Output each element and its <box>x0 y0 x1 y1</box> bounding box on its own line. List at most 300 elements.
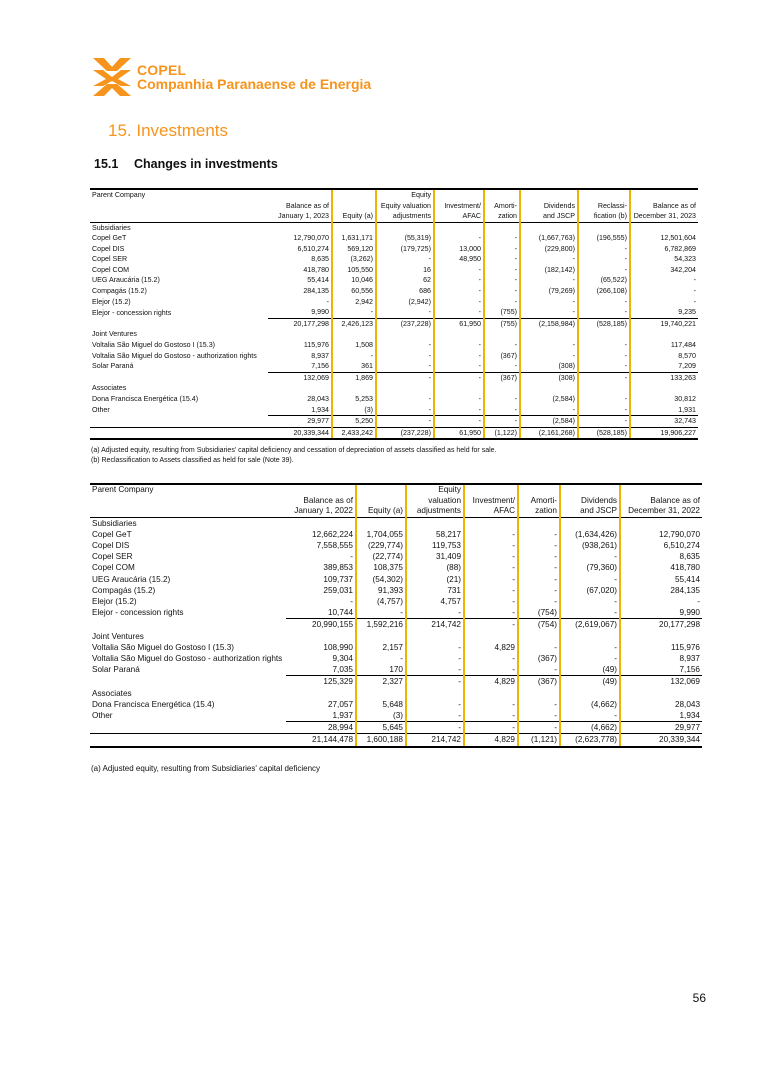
column-header: Balance as of <box>286 201 329 210</box>
table-row <box>90 286 698 297</box>
table-cell: - <box>484 340 520 351</box>
table-row <box>90 244 698 255</box>
subtotal-cell: 5,250 <box>332 416 376 428</box>
table-cell: - <box>578 351 630 362</box>
table-cell: 48,950 <box>434 254 484 265</box>
empty-cell <box>356 631 406 642</box>
table-cell: - <box>434 286 484 297</box>
table-cell: 1,704,055 <box>356 529 406 540</box>
table-row <box>90 574 702 585</box>
table-cell: - <box>434 394 484 405</box>
table-cell: - <box>406 710 464 722</box>
total-cell: 1,600,188 <box>356 734 406 747</box>
column-header <box>90 496 286 507</box>
column-header: Reclassi- <box>578 201 630 212</box>
empty-cell <box>620 631 702 642</box>
table-cell: (1,667,763) <box>520 233 578 244</box>
table-cell: - <box>578 297 630 308</box>
table-cell: (367) <box>518 653 560 664</box>
row-label: Other <box>92 405 110 414</box>
table-cell: (3) <box>332 405 376 416</box>
table-cell: - <box>406 664 464 676</box>
table-cell: 109,737 <box>323 574 353 584</box>
table-cell: 16 <box>376 265 434 276</box>
table-cell: - <box>578 394 630 405</box>
table-cell: 119,753 <box>406 540 464 551</box>
table-row <box>90 265 698 276</box>
table-cell: 9,990 <box>620 607 702 619</box>
table-cell: 28,043 <box>307 395 329 403</box>
table-cell: - <box>464 653 518 664</box>
empty-cell <box>406 631 464 642</box>
subsection-title <box>94 157 278 171</box>
column-header: and JSCP <box>560 506 620 517</box>
table-row <box>90 394 698 405</box>
table-cell: - <box>376 351 434 362</box>
table-row <box>90 405 698 416</box>
table-cell: 7,558,555 <box>316 540 353 550</box>
table1-notes <box>91 446 496 466</box>
table-cell: 259,031 <box>323 585 353 595</box>
table-cell: (229,774) <box>356 540 406 551</box>
table-cell: - <box>518 562 560 573</box>
empty-cell <box>406 517 464 529</box>
table-cell: - <box>350 596 353 606</box>
subtotal-cell: 125,329 <box>286 676 356 688</box>
column-header: adjustments <box>376 211 434 222</box>
row-label: UEG Araucária (15.2) <box>92 574 171 584</box>
table-cell: - <box>350 552 353 562</box>
subtotal-cell: 214,742 <box>406 619 464 631</box>
group-label: Joint Ventures <box>92 631 144 641</box>
row-label: Copel DIS <box>92 540 130 550</box>
row-label: Copel SER <box>92 552 133 562</box>
copel-logo-icon <box>93 58 131 96</box>
subtotal-cell: 132,069 <box>268 372 332 383</box>
row-label: Compagás (15.2) <box>92 287 147 296</box>
table-cell: 8,635 <box>311 255 329 264</box>
column-header: Equity <box>376 189 434 201</box>
table-cell: - <box>464 710 518 722</box>
row-label: Elejor - concession rights <box>92 308 172 317</box>
empty-cell <box>630 329 698 340</box>
table-cell: 12,662,224 <box>312 529 353 539</box>
section-title: 15. Investments <box>108 121 229 140</box>
empty-cell <box>332 383 376 394</box>
column-header <box>434 189 484 201</box>
subtotal-cell: 28,994 <box>286 722 356 734</box>
table-cell: - <box>434 297 484 308</box>
subsection-number: 15.1 <box>94 157 119 171</box>
table-cell: (182,142) <box>520 265 578 276</box>
table-cell: 7,156 <box>311 362 329 371</box>
column-header <box>90 506 286 517</box>
table-cell: 1,934 <box>311 405 329 414</box>
row-label: Copel GeT <box>92 529 132 539</box>
column-header <box>332 201 376 212</box>
table-cell: 8,937 <box>311 351 329 360</box>
subtotal-cell: (755) <box>484 318 520 329</box>
subtotal-cell: 20,990,155 <box>286 619 356 631</box>
column-header <box>518 484 560 496</box>
table-cell: 60,556 <box>332 286 376 297</box>
empty-cell <box>518 631 560 642</box>
table-cell: - <box>518 574 560 585</box>
table-row <box>90 653 702 664</box>
table-cell: 569,120 <box>332 244 376 255</box>
subtotal-cell: - <box>518 722 560 734</box>
table-cell: - <box>620 596 702 607</box>
column-header: valuation <box>406 496 464 507</box>
table-cell: (49) <box>560 664 620 676</box>
table-cell: (196,555) <box>578 233 630 244</box>
investments-table-2022 <box>90 483 702 748</box>
subtotal-cell: 133,263 <box>630 372 698 383</box>
table-cell: 27,057 <box>327 699 353 709</box>
subtotal-cell: (2,619,067) <box>560 619 620 631</box>
empty-cell <box>560 688 620 699</box>
table-cell: - <box>518 710 560 722</box>
subtotal-cell: 29,977 <box>620 722 702 734</box>
table-cell: 2,157 <box>356 642 406 653</box>
group-label-row <box>90 517 702 529</box>
column-header <box>560 484 620 496</box>
table-cell: - <box>464 607 518 619</box>
column-header <box>630 189 698 201</box>
row-label: Voltalia São Miguel do Gostoso - authorization rights <box>92 653 283 663</box>
empty-cell <box>518 688 560 699</box>
table-title: Parent Company <box>90 484 286 496</box>
table-cell: 115,976 <box>620 642 702 653</box>
subtotal-cell: 29,977 <box>268 416 332 428</box>
table-cell: 686 <box>376 286 434 297</box>
table-cell: - <box>560 551 620 562</box>
table-cell: (4,757) <box>356 596 406 607</box>
table-cell: 9,990 <box>311 308 329 317</box>
subtotal-cell: - <box>406 676 464 688</box>
subtotal-cell <box>90 318 268 329</box>
table-row <box>90 351 698 362</box>
table-cell: - <box>484 275 520 286</box>
column-header: Amorti- <box>484 201 520 212</box>
group-label: Subsidiaries <box>90 517 286 529</box>
empty-cell <box>484 383 520 394</box>
table-cell: - <box>332 351 376 362</box>
column-header: zation <box>518 506 560 517</box>
empty-cell <box>518 517 560 529</box>
subtotal-cell: - <box>464 722 518 734</box>
subtotal-cell: - <box>484 416 520 428</box>
table-cell: (65,522) <box>578 275 630 286</box>
table-cell: - <box>376 307 434 318</box>
table-cell: - <box>406 642 464 653</box>
subtotal-cell: - <box>376 372 434 383</box>
group-label-row <box>90 329 698 340</box>
table-cell: - <box>464 562 518 573</box>
empty-cell <box>620 688 702 699</box>
column-header <box>268 189 332 201</box>
table-row <box>90 275 698 286</box>
group-label: Associates <box>92 384 127 393</box>
column-header: Amorti- <box>518 496 560 507</box>
table-row <box>90 699 702 710</box>
table-cell: (755) <box>484 307 520 318</box>
subtotal-row <box>90 676 702 688</box>
empty-cell <box>464 631 518 642</box>
table-cell: - <box>464 596 518 607</box>
table-cell: 284,135 <box>620 585 702 596</box>
total-cell: (1,122) <box>484 427 520 439</box>
table-cell: - <box>578 307 630 318</box>
empty-cell <box>268 329 332 340</box>
brand-name <box>137 63 371 91</box>
subtotal-row <box>90 722 702 734</box>
table-cell: 6,510,274 <box>297 244 329 253</box>
group-label: Joint Ventures <box>92 330 137 339</box>
column-header: Dividends <box>560 496 620 507</box>
table-cell: - <box>434 361 484 372</box>
empty-cell <box>376 383 434 394</box>
table-cell: - <box>332 307 376 318</box>
empty-cell <box>268 383 332 394</box>
subtotal-cell: (754) <box>518 619 560 631</box>
table-cell: - <box>484 361 520 372</box>
subtotal-cell: 61,950 <box>434 318 484 329</box>
empty-cell <box>286 631 356 642</box>
table-cell: 12,501,604 <box>630 233 698 244</box>
column-header <box>90 201 268 212</box>
empty-cell <box>520 329 578 340</box>
column-header <box>90 211 268 222</box>
table-cell: - <box>630 286 698 297</box>
table2-note-a: (a) Adjusted equity, resulting from Subsidiaries' capital deficiency <box>91 764 321 773</box>
total-cell: (528,185) <box>578 427 630 439</box>
table-cell: - <box>464 540 518 551</box>
table-cell: (229,800) <box>520 244 578 255</box>
column-header: December 31, 2022 <box>620 506 702 517</box>
table-cell: - <box>464 551 518 562</box>
table-cell: 12,790,070 <box>293 234 329 243</box>
row-label: Compagás (15.2) <box>92 585 156 595</box>
subsection-text: Changes in investments <box>134 157 278 171</box>
total-row <box>90 427 698 439</box>
table-cell: - <box>464 574 518 585</box>
table-cell: 8,570 <box>630 351 698 362</box>
total-cell: 20,339,344 <box>268 427 332 439</box>
column-header <box>286 484 356 496</box>
table-cell: - <box>520 254 578 265</box>
column-header: January 1, 2022 <box>294 506 353 515</box>
table-cell: - <box>484 244 520 255</box>
subtotal-cell: (308) <box>520 372 578 383</box>
table-cell: - <box>464 585 518 596</box>
table-cell: - <box>376 361 434 372</box>
table-cell: - <box>520 297 578 308</box>
column-header: Equity <box>406 484 464 496</box>
table-cell: - <box>518 585 560 596</box>
group-label-row <box>90 631 702 642</box>
table-cell: - <box>518 540 560 551</box>
row-label: Solar Paraná <box>92 362 134 371</box>
subtotal-cell: (367) <box>484 372 520 383</box>
column-header: Balance as of <box>630 201 698 212</box>
subtotal-cell: 1,869 <box>332 372 376 383</box>
table-cell: (88) <box>406 562 464 573</box>
row-label: Dona Francisca Energética (15.4) <box>92 395 199 403</box>
table-cell: - <box>518 529 560 540</box>
total-cell: (1,121) <box>518 734 560 747</box>
column-header: Dividends <box>520 201 578 212</box>
table-cell: (179,725) <box>376 244 434 255</box>
table-cell: - <box>434 307 484 318</box>
total-cell: (237,228) <box>376 427 434 439</box>
empty-cell <box>464 517 518 529</box>
subtotal-cell: 4,829 <box>464 676 518 688</box>
subtotal-cell: - <box>578 372 630 383</box>
column-header: Equity (a) <box>356 506 406 517</box>
empty-cell <box>434 329 484 340</box>
subtotal-cell: 132,069 <box>620 676 702 688</box>
subtotal-cell: - <box>406 722 464 734</box>
row-label: Elejor (15.2) <box>92 596 137 606</box>
table-cell: - <box>578 405 630 416</box>
table-cell: - <box>376 405 434 416</box>
table-row <box>90 233 698 244</box>
subtotal-cell: 5,645 <box>356 722 406 734</box>
table-cell: 9,235 <box>630 307 698 318</box>
empty-cell <box>268 222 332 233</box>
total-cell: (2,161,268) <box>520 427 578 439</box>
table-cell: (938,261) <box>560 540 620 551</box>
table-cell: - <box>376 394 434 405</box>
table-row <box>90 607 702 619</box>
table-cell: 1,931 <box>630 405 698 416</box>
empty-cell <box>376 329 434 340</box>
total-cell: 21,144,478 <box>286 734 356 747</box>
empty-cell <box>560 517 620 529</box>
table-cell: 10,046 <box>332 275 376 286</box>
table-cell: 28,043 <box>620 699 702 710</box>
table-cell: - <box>578 340 630 351</box>
column-header <box>356 484 406 496</box>
table-cell: 6,782,869 <box>630 244 698 255</box>
row-label: Voltalia São Miguel do Gostoso - authorization rights <box>92 351 257 360</box>
investments-table-2023 <box>90 188 698 440</box>
table-cell: - <box>578 254 630 265</box>
group-label-row <box>90 688 702 699</box>
table-row <box>90 297 698 308</box>
total-cell: 20,339,344 <box>620 734 702 747</box>
table-cell: 7,156 <box>620 664 702 676</box>
table-cell: 13,000 <box>434 244 484 255</box>
row-label: Elejor (15.2) <box>92 297 131 306</box>
row-label: Voltalia São Miguel do Gostoso I (15.3) <box>92 642 234 652</box>
column-header: zation <box>484 211 520 222</box>
row-label: Copel SER <box>92 255 128 264</box>
subtotal-cell: - <box>434 372 484 383</box>
column-header <box>484 189 520 201</box>
table-cell: - <box>376 340 434 351</box>
table-cell: 55,414 <box>307 276 329 285</box>
group-label-row <box>90 383 698 394</box>
column-header: AFAC <box>464 506 518 517</box>
table-row <box>90 551 702 562</box>
table2-header-row <box>90 496 702 507</box>
table-cell: 62 <box>376 275 434 286</box>
table-cell: - <box>326 297 329 306</box>
table-cell: - <box>578 244 630 255</box>
table-cell: - <box>434 405 484 416</box>
table-cell: - <box>434 233 484 244</box>
table-cell: 9,304 <box>332 653 353 663</box>
total-cell: 2,433,242 <box>332 427 376 439</box>
column-header: Investment/ <box>464 496 518 507</box>
subtotal-cell <box>90 676 286 688</box>
empty-cell <box>620 517 702 529</box>
table-cell: 389,853 <box>323 563 353 573</box>
row-label: Copel COM <box>92 563 135 573</box>
table-cell: (3,262) <box>332 254 376 265</box>
table-row <box>90 664 702 676</box>
row-label: Copel DIS <box>92 244 125 253</box>
table-cell: (266,108) <box>578 286 630 297</box>
table-cell: (367) <box>484 351 520 362</box>
table-cell: 1,508 <box>332 340 376 351</box>
column-header: Investment/ <box>434 201 484 212</box>
column-header: Equity valuation <box>376 201 434 212</box>
subtotal-cell: 32,743 <box>630 416 698 428</box>
table-cell: - <box>484 297 520 308</box>
table-cell: 284,135 <box>303 287 329 296</box>
table-cell: (21) <box>406 574 464 585</box>
table-cell: 5,648 <box>356 699 406 710</box>
total-cell: 214,742 <box>406 734 464 747</box>
table-cell: - <box>518 664 560 676</box>
subtotal-cell: - <box>464 619 518 631</box>
subtotal-cell: (237,228) <box>376 318 434 329</box>
table-cell: - <box>560 710 620 722</box>
table-cell: - <box>520 307 578 318</box>
subtotal-row <box>90 416 698 428</box>
subtotal-cell: 2,426,123 <box>332 318 376 329</box>
table-cell: 4,757 <box>406 596 464 607</box>
subtotal-row <box>90 318 698 329</box>
column-header: AFAC <box>434 211 484 222</box>
subtotal-cell: (367) <box>518 676 560 688</box>
column-header <box>520 189 578 201</box>
table-cell: - <box>464 529 518 540</box>
column-header: Balance as of <box>303 495 353 505</box>
column-header: adjustments <box>406 506 464 517</box>
row-label: Dona Francisca Energética (15.4) <box>92 699 215 709</box>
table-cell: - <box>560 607 620 619</box>
table-cell: (2,584) <box>520 394 578 405</box>
table-cell: 30,812 <box>630 394 698 405</box>
row-label: Voltalia São Miguel do Gostoso I (15.3) <box>92 341 216 350</box>
table-row <box>90 596 702 607</box>
group-label-row <box>90 222 698 233</box>
table-row <box>90 710 702 722</box>
row-label: Copel GeT <box>92 234 127 243</box>
subtotal-cell: 19,740,221 <box>630 318 698 329</box>
subtotal-cell: (528,185) <box>578 318 630 329</box>
table1-header-row <box>90 211 698 222</box>
table-cell: (55,319) <box>376 233 434 244</box>
table-cell: 1,937 <box>332 710 353 720</box>
table-cell: - <box>484 286 520 297</box>
row-label: Copel COM <box>92 265 130 274</box>
table-cell: - <box>434 340 484 351</box>
